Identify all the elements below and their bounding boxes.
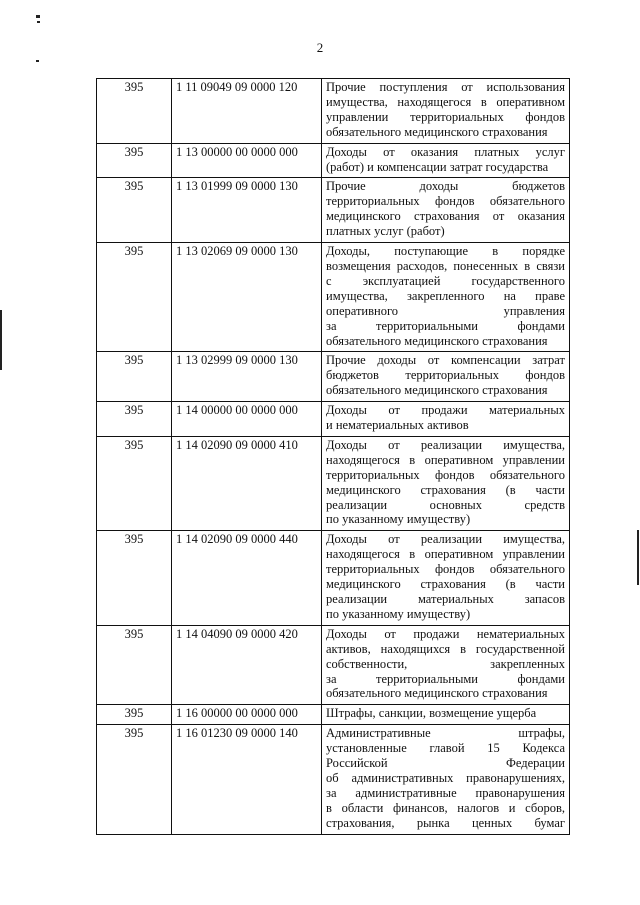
description-line: собственности, закрепленных: [326, 656, 565, 671]
administrator-code-cell: 395: [97, 402, 172, 437]
description-line: по указанному имуществу): [326, 512, 471, 527]
description-line: Доходы от продажи материальных: [326, 403, 565, 418]
description-line: реализации материальных запасов: [326, 592, 565, 606]
table-row: [97, 436, 570, 530]
revenue-description-cell: [322, 531, 570, 625]
budget-classification-code-cell: 1 13 02069 09 0000 130: [172, 243, 322, 352]
scan-mark-top: [36, 15, 40, 18]
description-line: за административные правонарушения: [326, 785, 565, 800]
description-line: активов, находящихся в государственной: [326, 641, 565, 656]
scan-mark-top-2: [37, 21, 40, 23]
revenue-description-cell: [322, 352, 570, 402]
revenue-description-cell: [322, 402, 570, 437]
budget-classification-code-cell: 1 13 02999 09 0000 130: [172, 352, 322, 402]
revenue-description-cell: [322, 243, 570, 352]
description-line: Доходы от реализации имущества,: [326, 437, 565, 452]
budget-codes-table: [96, 78, 570, 835]
scan-mark-mid: [36, 60, 39, 62]
description-line: в области финансов, налогов и сборов,: [326, 800, 565, 815]
description-line: Прочие доходы бюджетов: [326, 179, 565, 194]
description-line: имущества, находящегося в оперативном: [326, 94, 565, 109]
description-line: территориальных фондов обязательного: [326, 467, 565, 482]
table-row: [97, 243, 570, 352]
budget-classification-code-cell: 1 13 00000 00 0000 000: [172, 143, 322, 178]
budget-classification-code-cell: 1 16 00000 00 0000 000: [172, 705, 322, 725]
table-row: [97, 625, 570, 705]
description-line: Российской Федерации: [326, 756, 565, 771]
revenue-description-cell: [322, 143, 570, 178]
budget-classification-code-cell: 1 11 09049 09 0000 120: [172, 79, 322, 144]
administrator-code-cell: 395: [97, 143, 172, 178]
description-line: Прочие доходы от компенсации затрат: [326, 353, 565, 368]
table-row: [97, 402, 570, 437]
description-line: Штрафы, санкции, возмещение ущерба: [326, 706, 537, 721]
revenue-description-cell: [322, 436, 570, 530]
description-line: обязательного медицинского страхования: [326, 686, 548, 701]
description-line: установленные главой 15 Кодекса: [326, 741, 565, 756]
description-line: медицинского страхования от оказания: [326, 209, 565, 224]
administrator-code-cell: 395: [97, 531, 172, 625]
administrator-code-cell: 395: [97, 352, 172, 402]
description-line: бюджетов территориальных фондов: [326, 368, 565, 383]
revenue-description-cell: [322, 625, 570, 705]
description-line: находящегося в оперативном управлении: [326, 547, 565, 562]
administrator-code-cell: 395: [97, 243, 172, 352]
budget-classification-code-cell: 1 14 02090 09 0000 410: [172, 436, 322, 530]
table-row: [97, 143, 570, 178]
revenue-description-cell: [322, 725, 570, 834]
description-line: Доходы от реализации имущества,: [326, 532, 565, 547]
scan-mark-right-edge: [637, 530, 639, 585]
administrator-code-cell: 395: [97, 625, 172, 705]
revenue-description-cell: [322, 178, 570, 243]
budget-classification-code-cell: 1 13 01999 09 0000 130: [172, 178, 322, 243]
description-line: по указанному имуществу): [326, 606, 471, 621]
description-line: обязательного медицинского страхования: [326, 333, 548, 348]
budget-classification-code-cell: 1 14 04090 09 0000 420: [172, 625, 322, 705]
table-row: [97, 531, 570, 625]
budget-classification-code-cell: 1 16 01230 09 0000 140: [172, 725, 322, 834]
description-line: территориальных фондов обязательного: [326, 562, 565, 577]
table-row: [97, 352, 570, 402]
description-line: территориальных фондов обязательного: [326, 194, 565, 209]
description-line: управлении территориальных фондов: [326, 109, 565, 124]
description-line: обязательного медицинского страхования: [326, 124, 548, 139]
administrator-code-cell: 395: [97, 79, 172, 144]
description-line: находящегося в оперативном управлении: [326, 452, 565, 467]
budget-classification-code-cell: 1 14 02090 09 0000 440: [172, 531, 322, 625]
administrator-code-cell: 395: [97, 436, 172, 530]
description-line: Доходы от продажи нематериальных: [326, 626, 565, 641]
description-line: Прочие поступления от использования: [326, 80, 565, 94]
description-line: реализации основных средств: [326, 497, 565, 512]
description-line: за территориальными фондами: [326, 671, 565, 686]
table-body: [97, 79, 570, 835]
administrator-code-cell: 395: [97, 705, 172, 725]
description-line: за территориальными фондами: [326, 318, 565, 333]
budget-classification-code-cell: 1 14 00000 00 0000 000: [172, 402, 322, 437]
table-row: [97, 725, 570, 834]
table-row: [97, 178, 570, 243]
page-number: 2: [316, 40, 324, 55]
description-line: медицинского страхования (в части: [326, 577, 565, 592]
table-row: [97, 705, 570, 725]
description-line: об административных правонарушениях,: [326, 770, 565, 785]
description-line: с эксплуатацией государственного: [326, 273, 565, 288]
administrator-code-cell: 395: [97, 725, 172, 834]
description-line: страхования, рынка ценных бумаг: [326, 815, 565, 830]
description-line: Доходы от оказания платных услуг: [326, 144, 565, 159]
description-line: и нематериальных активов: [326, 418, 469, 433]
description-line: Доходы, поступающие в порядке: [326, 244, 565, 259]
description-line: Административные штрафы,: [326, 726, 565, 741]
description-line: имущества, закрепленного на праве: [326, 288, 565, 303]
description-line: обязательного медицинского страхования: [326, 383, 548, 398]
description-line: медицинского страхования (в части: [326, 482, 565, 497]
description-line: платных услуг (работ): [326, 224, 445, 239]
administrator-code-cell: 395: [97, 178, 172, 243]
revenue-description-cell: [322, 79, 570, 144]
description-line: (работ) и компенсации затрат государства: [326, 159, 549, 174]
scan-mark-left-edge: [0, 310, 2, 370]
table-row: [97, 79, 570, 144]
description-line: возмещения расходов, понесенных в связи: [326, 258, 565, 273]
description-line: оперативного управления: [326, 303, 565, 318]
revenue-description-cell: [322, 705, 570, 725]
